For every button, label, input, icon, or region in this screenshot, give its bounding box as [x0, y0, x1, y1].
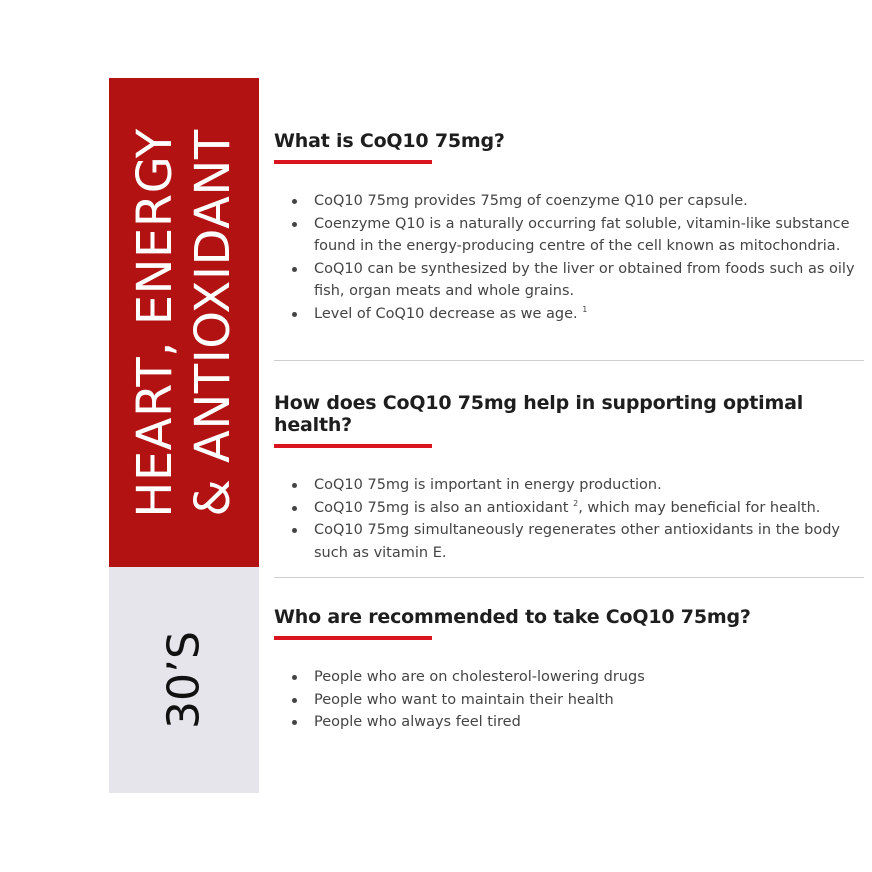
section-divider	[274, 360, 864, 361]
list-item: CoQ10 can be synthesized by the liver or obtained from foods such as oily fish, organ meats and whole grains.	[314, 258, 864, 303]
list-item: Coenzyme Q10 is a naturally occurring fat soluble, vitamin-like substance found in the energy-producing centre of the cell known as mitochondria.	[314, 213, 864, 258]
capsule-count: 30’S	[158, 631, 210, 729]
section-who	[274, 606, 864, 734]
section-how-does	[274, 392, 864, 564]
heading-underline	[274, 636, 432, 640]
footnote-ref: 1	[582, 304, 588, 314]
list-item: CoQ10 75mg is important in energy production.	[314, 474, 864, 497]
heading-underline	[274, 444, 432, 448]
list-item: CoQ10 75mg provides 75mg of coenzyme Q10 per capsule.	[314, 190, 864, 213]
section-what-is	[274, 130, 864, 325]
sidebar-count-band	[109, 567, 259, 793]
list-item: CoQ10 75mg simultaneously regenerates other antioxidants in the body such as vitamin E.	[314, 519, 864, 564]
section-heading: How does CoQ10 75mg help in supporting optimal health?	[274, 392, 804, 436]
sidebar-title-line1: HEART, ENERGY	[127, 127, 183, 518]
bullet-list	[274, 666, 864, 734]
sidebar-title-band	[109, 78, 259, 567]
sidebar-title	[126, 128, 242, 518]
heading-underline	[274, 160, 432, 164]
list-item: People who always feel tired	[314, 711, 864, 734]
bullet-list	[274, 474, 864, 564]
section-heading: Who are recommended to take CoQ10 75mg?	[274, 606, 751, 628]
list-item: People who want to maintain their health	[314, 689, 864, 712]
section-divider	[274, 577, 864, 578]
section-heading: What is CoQ10 75mg?	[274, 130, 505, 152]
list-item: People who are on cholesterol-lowering drugs	[314, 666, 864, 689]
list-item: CoQ10 75mg is also an antioxidant $^2$, which may beneficial for health.	[314, 497, 864, 520]
sidebar-title-line2: & ANTIOXIDANT	[185, 128, 241, 517]
bullet-list	[274, 190, 864, 325]
list-item: Level of CoQ10 decrease as we age. $^1$	[314, 303, 864, 326]
footnote-ref: 2	[573, 498, 579, 508]
